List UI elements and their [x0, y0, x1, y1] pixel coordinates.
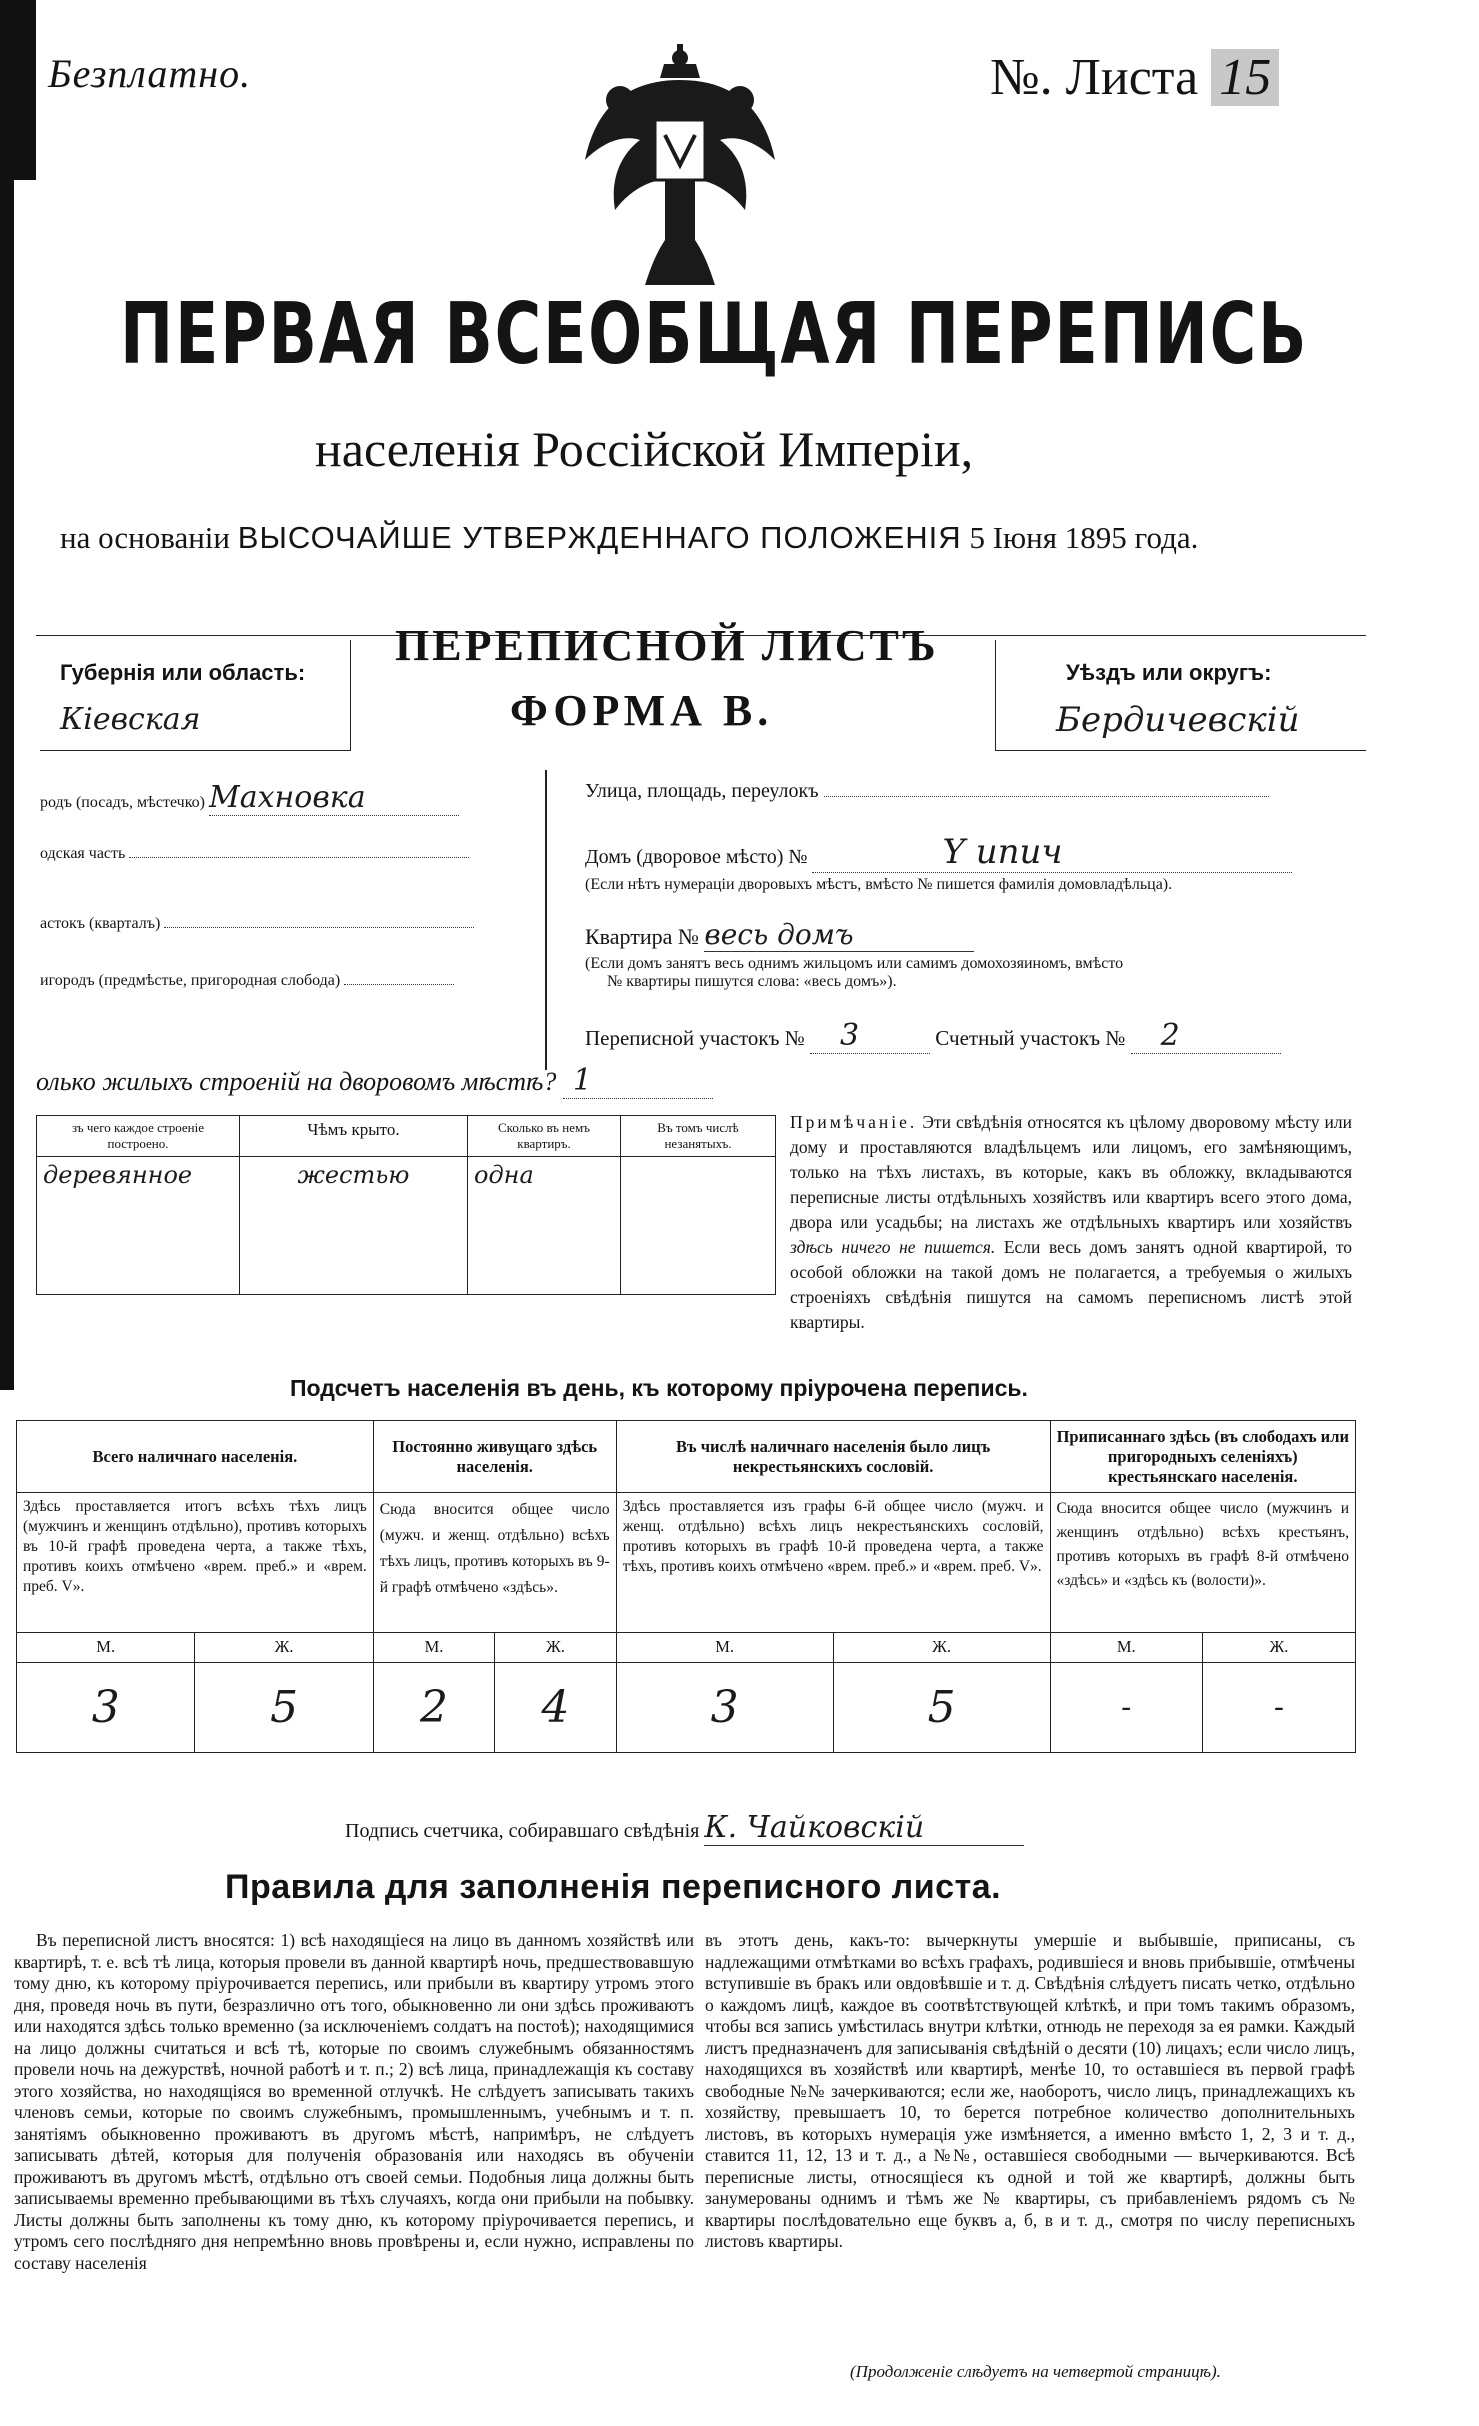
count-col-3-desc: Здѣсь проставляется изъ графы 6-й общее число (мужч. и женщ. отдѣльно) всѣхъ лицъ некрестьянскихъ сословій, противъ которыхъ въ графѣ 10-й проведена черта, а также тѣхъ, противъ коихъ отмѣчено «врем. преб.» и «врем. преб. V».: [616, 1493, 1050, 1633]
census-title: ПЕРВАЯ ВСЕОБЩАЯ ПЕРЕПИСЬ: [120, 285, 1309, 384]
count-col-2-m-label: М.: [373, 1633, 494, 1663]
form-label: ФОРМА В.: [510, 686, 774, 735]
buildings-col-apartments: Сколько въ немъ квартиръ.: [468, 1116, 621, 1157]
count-col-3-title: Въ числѣ наличнаго населенія было лицъ некрестьянскихъ сословій.: [616, 1421, 1050, 1493]
count-col-1-f-value: 5: [195, 1663, 373, 1753]
fields-divider: [545, 770, 547, 1070]
signature-value: К. Чайковскій: [704, 1810, 1024, 1846]
sheet-number-label: №. Листа: [990, 49, 1199, 106]
count-col-2-f-value: 4: [495, 1663, 616, 1753]
count-col-2-title: Постоянно живущаго здѣсь населенія.: [373, 1421, 616, 1493]
guberniya-label: Губернія или область:: [60, 660, 306, 685]
field-kvartal-label: астокъ (кварталъ): [40, 915, 161, 932]
rules-left-column: Въ переписной листъ вносятся: 1) всѣ находящіеся на лицо въ данномъ хозяйствѣ или квартирѣ, т. е. всѣ тѣ лица, которыя провели въ данной квартирѣ ночь, предшествовавшую тому дню, къ которому пріурочивается перепись, или прибыли въ квартиру утромъ этого дня, проведя ночь въ пути, безразлично отъ того, обыкновенно ли они здѣсь проживаютъ или находятся здѣсь только временно (за исключеніемъ солдатъ на постоѣ); находящимися на лицо должны считаться и всѣ тѣ, которые по своимъ служебнымъ обязанностямъ провели ночь на дежурствѣ, ночной работѣ и т. п.; 2) всѣ лица, принадлежащія къ составу этого хозяйства, но находящіяся во временной отлучкѣ. Не слѣдуетъ записывать такихъ членовъ семьи, которые по своимъ служебнымъ, промышленнымъ, учебнымъ и т. п. занятіямъ обыкновенно проживаютъ въ другомъ мѣстѣ, напримѣръ, не слѣдуетъ записывать дѣтей, которыя для полученія образованія или находясь въ обученіи проживаютъ въ другомъ мѣстѣ, отдѣльно отъ своей семьи. Подобныя лица должны быть записываемы временно пребывающими въ тѣхъ случаяхъ, когда они прибыли на побывку. Листы должны быть заполнены къ тому дню, къ которому пріурочивается перепись, и утромъ сего послѣдняго дня непремѣнно вновь провѣрены и, если нужно, исправлены по составу населенія: [14, 1930, 694, 2273]
rules-right-column: въ этотъ день, какъ-то: вычеркнуты умершіе и выбывшіе, приписаны, съ надлежащими отмѣтками во всѣхъ графахъ, родившіеся и вновь прибывшіе, отмѣчены вступившіе въ бракъ или овдовѣвшіе и т. д. Свѣдѣнія слѣдуетъ писать четко, отдѣльно о каждомъ лицѣ, каждое въ соотвѣтствующей клѣткѣ, и при томъ такимъ образомъ, чтобы вся запись умѣстилась внутри клѣтки, отнюдь не переходя за ея рамки. Каждый листъ предназначенъ для записыванія свѣдѣній о десяти (10) лицахъ; если число лицъ, находящихся въ хозяйствѣ или квартирѣ, менѣе 10, то оставшіеся въ первой графѣ свободные №№ зачеркиваются; если же, наоборотъ, число лицъ, принадлежащихъ къ хозяйству, превышаетъ 10, то берется потребное количество дополнительныхъ листовъ, въ которыхъ нумерація уже измѣняется, а именно вмѣсто 1, 2, 3 и т. д., ставится 11, 12, 13 и т. д., а №№, оставшіеся свободными — вычеркиваются. Всѣ переписные листы, относящіеся къ одной и той же квартирѣ, должны быть занумерованы однимъ и тѣмъ же № квартиры, съ прибавленіемъ рядомъ съ № квартиры послѣдовательно еще буквъ а, б, в и т. д., смотря по числу переписныхъ листовъ квартиры.: [705, 1930, 1355, 2251]
count-col-3-m-value: 3: [616, 1663, 833, 1753]
legal-basis: [60, 520, 1198, 556]
field-prigorod-line: [344, 970, 454, 985]
scan-edge: [0, 0, 14, 1390]
field-apartment-note: [585, 955, 1355, 991]
buildings-col-vacant: Въ томъ числѣ незанятыхъ.: [621, 1116, 776, 1157]
field-chast-line: [129, 843, 469, 858]
field-count-district-label: Счетный участокъ №: [935, 1026, 1126, 1050]
buildings-cell-roof: жестью: [240, 1157, 468, 1295]
field-prigorod: [40, 970, 454, 990]
field-census-district-value: 3: [810, 1018, 930, 1054]
buildings-cell-material: деревянное: [37, 1157, 240, 1295]
buildings-note: [790, 1110, 1352, 1335]
count-col-4-f-label: Ж.: [1202, 1633, 1355, 1663]
field-apartment-note-2: № квартиры пишутся слова: «весь домъ»).: [607, 973, 897, 990]
sheet-title: ПЕРЕПИСНОЙ ЛИСТЪ: [395, 621, 939, 670]
field-apartment-note-1: (Если домъ занятъ весь однимъ жильцомъ или самимъ домохозяиномъ, вмѣсто: [585, 955, 1124, 972]
uezd-label: Уѣздъ или округъ:: [1066, 660, 1272, 685]
count-col-3-f-label: Ж.: [833, 1633, 1050, 1663]
field-count-district-value: 2: [1131, 1018, 1281, 1054]
field-gorod: [40, 780, 520, 816]
sheet-number-value: 15: [1211, 49, 1279, 106]
field-districts: [585, 1018, 1281, 1054]
census-subtitle: населенія Россійской Имперіи,: [315, 421, 974, 477]
field-street-line: [824, 780, 1269, 797]
field-gorod-label: родъ (посадъ, мѣстечко): [40, 794, 205, 811]
buildings-note-heading: Примѣчаніе.: [790, 1112, 918, 1132]
count-col-1-desc: Здѣсь проставляется итогъ всѣхъ тѣхъ лицъ (мужчинъ и женщинъ отдѣльно), противъ которыхъ въ 10-й графѣ проведена черта, а также тѣхъ, противъ коихъ отмѣчено «врем. преб.» и «врем. преб. V».: [17, 1493, 374, 1633]
field-chast: [40, 843, 469, 863]
count-col-4-f-value: -: [1202, 1663, 1355, 1753]
count-col-1-title: Всего наличнаго населенія.: [17, 1421, 374, 1493]
buildings-note-text-1: Эти свѣдѣнія относятся къ цѣлому дворовому мѣсту или дому и проставляются владѣльцемъ или лицомъ, его замѣняющимъ, только на тѣхъ листахъ, въ которые, какъ въ обложку, вкладываются переписные листы отдѣльныхъ хозяйствъ или квартиръ всего этого дома, двора или усадьбы; на листахъ же отдѣльныхъ квартиръ или хозяйствъ: [790, 1112, 1353, 1232]
signature-label: Подпись счетчика, собиравшаго свѣдѣнія: [345, 1820, 700, 1842]
count-col-1-m-label: М.: [17, 1633, 195, 1663]
field-kvartal: [40, 913, 474, 933]
legal-basis-prefix: на основаніи: [60, 520, 231, 555]
buildings-question-label: олько жилыхъ строеній на дворовомъ мѣстѣ?: [36, 1067, 557, 1096]
count-col-2-desc: Сюда вносится общее число (мужч. и женщ. отдѣльно) всѣхъ тѣхъ лицъ, противъ которыхъ въ 9-й графѣ отмѣчено «здѣсь».: [373, 1493, 616, 1633]
sheet-number: [990, 48, 1279, 107]
field-prigorod-label: игородъ (предмѣстье, пригородная слобода): [40, 972, 341, 989]
buildings-table: [36, 1115, 776, 1295]
legal-basis-date: 5 Іюня 1895 года.: [969, 520, 1199, 555]
count-col-3-m-label: М.: [616, 1633, 833, 1663]
field-house: [585, 832, 1292, 873]
scan-edge-top: [0, 0, 36, 180]
field-chast-label: одская часть: [40, 845, 126, 862]
buildings-cell-apartments: одна: [468, 1157, 621, 1295]
field-kvartal-line: [164, 913, 474, 928]
guberniya-value: Кіевская: [60, 702, 201, 737]
field-house-note: (Если нѣтъ нумераціи дворовыхъ мѣстъ, вмѣсто № пишется фамилія домовладѣльца).: [585, 876, 1173, 893]
count-table: [16, 1420, 1356, 1753]
free-label: Безплатно.: [48, 51, 252, 96]
count-col-2-f-label: Ж.: [495, 1633, 616, 1663]
count-col-2-m-value: 2: [373, 1663, 494, 1753]
count-col-1-m-value: 3: [17, 1663, 195, 1753]
uezd-value: Бердичевскій: [1056, 700, 1300, 740]
count-col-4-title: Приписаннаго здѣсь (въ слободахъ или пригородныхъ селеніяхъ) крестьянскаго населенія.: [1050, 1421, 1355, 1493]
buildings-answer: 1: [563, 1063, 713, 1099]
field-apartment-value: весь домъ: [704, 918, 974, 952]
count-col-4-m-label: М.: [1050, 1633, 1202, 1663]
field-house-value: Y ипич: [812, 832, 1292, 873]
buildings-question: [36, 1063, 713, 1099]
field-street-label: Улица, площадь, переулокъ: [585, 780, 819, 802]
field-street: [585, 780, 1269, 803]
buildings-col-roof: Чѣмъ крыто.: [240, 1116, 468, 1157]
count-col-4-m-value: -: [1050, 1663, 1202, 1753]
count-col-1-f-label: Ж.: [195, 1633, 373, 1663]
legal-basis-caps: ВЫСОЧАЙШЕ УТВЕРЖДЕННАГО ПОЛОЖЕНІЯ: [237, 520, 962, 555]
count-col-4-desc: Сюда вносится общее число (мужчинъ и женщинъ отдѣльно) всѣхъ крестьянъ, противъ которыхъ въ графѣ 8-й отмѣчено «здѣсь» и «здѣсь къ (волости)».: [1050, 1493, 1355, 1633]
field-house-label: Домъ (дворовое мѣсто) №: [585, 846, 808, 868]
uezd-box: [995, 640, 1366, 751]
guberniya-box: [40, 640, 351, 751]
field-gorod-value: Махновка: [209, 780, 459, 816]
rules-continuation: (Продолженіе слѣдуетъ на четвертой страницѣ).: [850, 2362, 1221, 2381]
signature-line: [345, 1810, 1024, 1846]
buildings-cell-vacant: [621, 1157, 776, 1295]
field-census-district-label: Переписной участокъ №: [585, 1026, 805, 1050]
imperial-eagle-emblem: [565, 40, 795, 290]
rules-heading: Правила для заполненія переписного листа.: [225, 1868, 1002, 1906]
count-col-3-f-value: 5: [833, 1663, 1050, 1753]
buildings-col-material: зъ чего каждое строеніе построено.: [37, 1116, 240, 1157]
field-apartment: [585, 918, 974, 952]
buildings-note-italic: здѣсь ничего не пишется.: [790, 1237, 996, 1257]
field-apartment-label: Квартира №: [585, 924, 699, 949]
buildings-note-text-2: Если весь домъ занятъ одной квартирой, то особой обложки на такой домъ не полагается, а требуемыя о жилыхъ строеніяхъ свѣдѣнія пишутся на самомъ переписномъ листѣ этой квартиры.: [790, 1237, 1352, 1332]
count-heading: Подсчетъ населенія въ день, къ которому пріурочена перепись.: [290, 1375, 1028, 1401]
